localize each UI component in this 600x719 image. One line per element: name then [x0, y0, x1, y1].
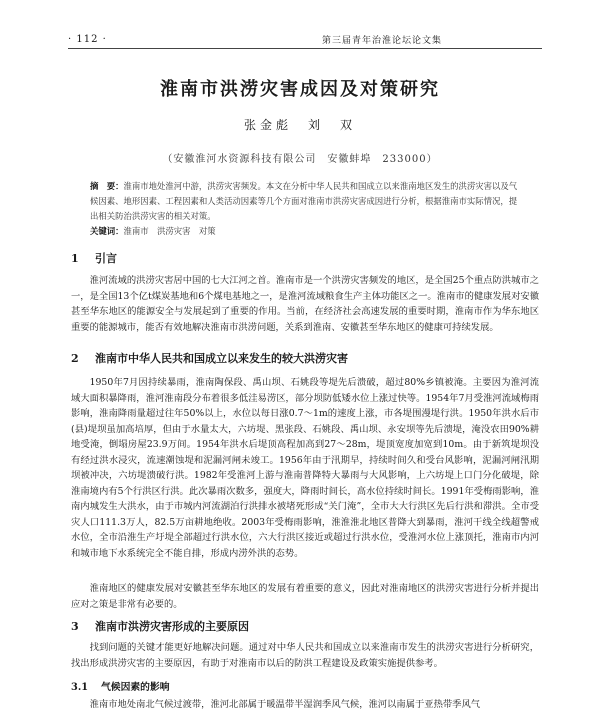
paper-title: 淮南市洪涝灾害成因及对策研究	[160, 79, 440, 100]
subsection-number: 3.1	[71, 682, 89, 693]
author-affiliation: （安徽淮河水资源科技有限公司 安徽蚌埠 233000）	[162, 154, 438, 165]
subsection-title: 气候因素的影响	[101, 682, 170, 693]
paper-authors: 张金彪 刘 双	[243, 118, 356, 132]
subsection-heading-3-1	[71, 679, 170, 693]
section-title: 引言	[95, 252, 117, 265]
section-number: 1	[71, 252, 79, 265]
keywords-text: 淮南市 洪涝灾害 对策	[123, 226, 216, 236]
page-number: · 112 ·	[68, 33, 107, 45]
keywords-line	[90, 224, 522, 239]
running-header	[68, 30, 542, 49]
section-number: 2	[71, 352, 79, 365]
abstract-text: 淮南市地处淮河中游，洪涝灾害频发。本文在分析中华人民共和国成立以来淮南地区发生的洪涝灾害以及气候因素、地形因素、工程因素和人类活动因素等几个方面对淮南市洪涝灾害成因进行分析，根据淮南市实际情况，提出相关防治洪涝灾害的相关对策。	[90, 181, 518, 221]
section-title: 淮南市洪涝灾害形成的主要原因	[95, 620, 249, 633]
body-paragraph: 1950年7月因持续暴雨，淮南陶保段、禹山坝、石姚段等堤先后溃破，超过80%乡镇被淹。主要因为淮河流域大面积暴降雨，淮河淮南段分布着很多低洼易涝区，部分坝防低矮水位上涨过快等。1954年7月受淮河流域梅雨影响，淮南降雨量超过往年50%以上，水位以每日涨0.7～1m的速度上涨，市各堤围漫堤行洪。1950年洪水后市(县)堤坝虽加高培厚，但由于水量太大，六坊堤、黑张段、石姚段、禹山坝、永安坝等先后溃堤，淹没农田90%耕地受淹，倒塌房屋23.9万间。1954年洪水后堤顶高程加高到27～28m，堤顶宽度加宽到10m。由于新筑堤坝没有经过洪水浸灾，流速潮蚀堤和泥漏河闸未竣工。1956年由于汛期早，持续时间久和受台风影响，泥漏河闸汛期坝被冲决，六坊堤溃破行洪。1982年受淮河上游与淮南普降特大暴雨与大风影响，上六坊堤上口门分化破堤，除淮南境内有5个行洪区行洪。此次暴雨次数多，强度大，降雨时间长，高水位持续时间长。1991年受梅雨影响，淮南内城发生大洪水，由于市城内河流湖泊行洪排水被堵死形成“关门淹”，全市大大行洪区先后行洪和滞洪。全市受灾人口111.3万人，82.5万亩耕地绝收。2003年受梅雨影响，淮淮淮北地区普降大到暴雨，淮河干线全线超警戒水位，全市沿淮生产圩堤全部超过行洪水位，六大行洪区接近或超过行洪水位，受淮河水位上涨顶托，淮南市内河和城市地下水系统完全不能自排，形成内涝外洪的态势。	[71, 377, 539, 559]
section-heading-3	[71, 618, 249, 634]
keywords-label: 关键词：	[90, 226, 124, 236]
body-paragraph: 淮南地区的健康发展对安徽甚至华东地区的发展有着重要的意义，因此对淮南地区的洪涝灾害进行分析并提出应对之策是非常有必要的。	[71, 583, 539, 610]
body-paragraph: 找到问题的关键才能更好地解决问题。通过对中华人民共和国成立以来淮南市发生的洪涝灾害进行分析研究，找出形成洪涝灾害的主要原因，有助于对淮南市以后的防洪工程建设及政策实施提供参考。	[71, 642, 539, 669]
section-number: 3	[71, 620, 79, 633]
abstract-label: 摘 要：	[90, 181, 124, 191]
section-heading-2	[71, 350, 348, 366]
journal-title: 第三届青年治淮论坛论文集	[321, 35, 442, 46]
section-heading-1	[71, 250, 117, 266]
abstract-paragraph	[90, 179, 522, 224]
abstract-block	[90, 179, 522, 239]
section-title: 淮南市中华人民共和国成立以来发生的较大洪涝灾害	[95, 352, 348, 365]
body-paragraph: 淮河流域的洪涝灾害居中国的七大江河之首。淮南市是一个洪涝灾害频发的地区，是全国25个重点防洪城市之一，是全国13个亿t煤炭基地和6个煤电基地之一，是淮河流域粮食生产主体功能区之一。淮南市的健康发展对安徽甚至华东地区的能源安全与发展起到了重要的作用。当前，在经济社会高速发展的重要时期，淮南市作为华东地区重要的能源城市，能否有效地解决淮南市洪涝问题，关系到淮南、安徽甚至华东地区的健康可持续发展。	[71, 275, 539, 333]
body-paragraph: 淮南市地处南北气候过渡带，淮河北部属于暖温带半湿润季风气候，淮河以南属于亚热带季风气	[89, 699, 481, 710]
